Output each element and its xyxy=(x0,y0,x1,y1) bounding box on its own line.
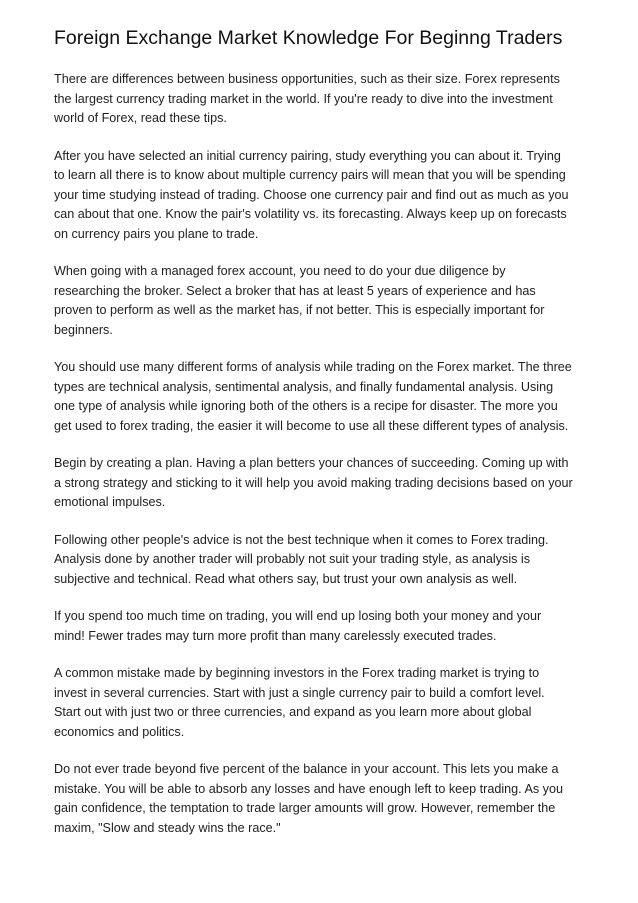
text-line: get used to forex trading, the easier it will become to use all these different types of analysis. xyxy=(54,418,569,433)
text-line: your time studying instead of trading. Choose one currency pair and find out as much as you xyxy=(54,187,569,202)
text-line: beginners. xyxy=(54,322,113,337)
page-title: Foreign Exchange Market Knowledge For Beginng Traders xyxy=(54,27,563,49)
paragraph xyxy=(54,358,590,436)
text-line: can about that one. Know the pair's volatility vs. its forecasting. Always keep up on forecasts xyxy=(54,207,567,221)
text-line: Following other people's advice is not the best technique when it comes to Forex trading. xyxy=(54,532,549,547)
text-line: Begin by creating a plan. Having a plan betters your chances of succeeding. Coming up with xyxy=(54,456,569,470)
paragraph xyxy=(54,70,590,129)
paragraph xyxy=(54,760,590,838)
text-line: There are differences between business opportunities, such as their size. Forex represents xyxy=(54,72,560,86)
text-line: proven to perform as well as the market has, if not better. This is especially important for xyxy=(54,303,545,317)
text-line: types are technical analysis, sentimental analysis, and finally fundamental analysis. Using xyxy=(54,379,554,394)
text-line: emotional impulses. xyxy=(54,495,166,509)
text-line: on currency pairs you plane to trade. xyxy=(54,226,259,241)
text-line: to learn all there is to know about multiple currency pairs will mean that you will be spending xyxy=(54,168,566,182)
text-line: one type of analysis while ignoring both of the others is a recipe for disaster. The more you xyxy=(54,399,558,413)
paragraph xyxy=(54,454,590,513)
document-page xyxy=(54,26,590,856)
text-line: a strong strategy and sticking to it will help you avoid making trading decisions based on your xyxy=(54,475,573,490)
text-line: A common mistake made by beginning investors in the Forex trading market is trying to xyxy=(54,666,540,680)
text-line: gain confidence, the temptation to trade larger amounts will grow. However, remember the xyxy=(54,801,556,815)
text-line: Start out with just two or three currencies, and expand as you learn more about global xyxy=(54,705,532,719)
document-body xyxy=(54,70,590,838)
paragraph xyxy=(54,147,590,245)
text-line: If you spend too much time on trading, you will end up losing both your money and your xyxy=(54,609,542,623)
text-line: After you have selected an initial currency pairing, study everything you can about it. Trying xyxy=(54,148,561,163)
text-line: mistake. You will be able to absorb any losses and have enough left to keep trading. As you xyxy=(54,781,563,796)
text-line: mind! Fewer trades may turn more profit than many carelessly executed trades. xyxy=(54,628,497,643)
paragraph xyxy=(54,262,590,340)
paragraph xyxy=(54,664,590,742)
text-line: subjective and technical. Read what others say, but trust your own analysis as well. xyxy=(54,571,518,586)
text-line: world of Forex, read these tips. xyxy=(54,111,227,125)
text-line: Analysis done by another trader will probably not suit your trading style, as analysis is xyxy=(54,552,531,566)
text-line: economics and politics. xyxy=(54,724,185,739)
text-line: Do not ever trade beyond five percent of the balance in your account. This lets you make a xyxy=(54,762,559,776)
text-line: You should use many different forms of analysis while trading on the Forex market. The three xyxy=(54,360,572,374)
text-line: invest in several currencies. Start with just a single currency pair to build a comfort level. xyxy=(54,685,545,700)
text-line: the largest currency trading market in the world. If you're ready to dive into the investment xyxy=(54,91,553,106)
text-line: maxim, "Slow and steady wins the race." xyxy=(54,820,281,835)
paragraph xyxy=(54,607,590,646)
text-line: When going with a managed forex account, you need to do your due diligence by xyxy=(54,264,506,278)
paragraph xyxy=(54,531,590,590)
text-line: researching the broker. Select a broker that has at least 5 years of experience and has xyxy=(54,283,536,298)
